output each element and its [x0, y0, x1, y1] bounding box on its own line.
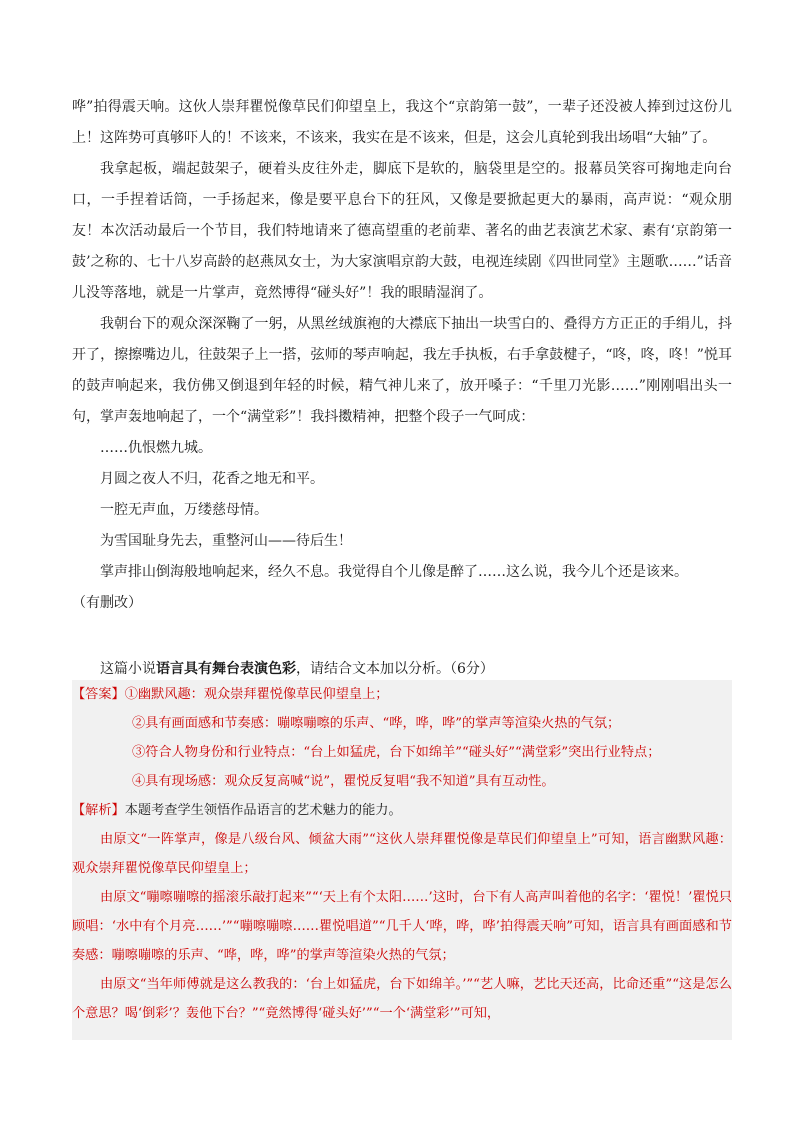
story-paragraph-4: 掌声排山倒海般地响起来，经久不息。我觉得自个儿像是醉了……这么说，我今儿个还是该来。	[100, 564, 688, 580]
analysis-intro: 本题考查学生领悟作品语言的艺术魅力的能力。	[124, 803, 402, 818]
analysis-paragraph-3: 由原文“当年师傅就是这么教我的：‘台上如猛虎，台下如绵羊。’”“艺人嘛，艺比天还高，比命还重”“这是怎么个意思？喝‘倒彩’？轰他下台？”“竟然博得‘碰头好’”“一个‘满堂彩’”可知，	[72, 977, 732, 1021]
answer-tag: 【答案】	[72, 687, 125, 702]
answer-item-1: ①幽默风趣：观众崇拜瞿悦像草民仰望皇上；	[124, 687, 389, 702]
answer-item-3: ③符合人物身份和行业特点：“台上如猛虎，台下如绵羊”“碰头好”“满堂彩”突出行业特点；	[132, 745, 661, 760]
poem-line-4: 为雪国耻身先去，重整河山——待后生！	[100, 533, 352, 549]
story-paragraph-1: 哗”拍得震天响。这伙人崇拜瞿悦像草民们仰望皇上，我这个“京韵第一鼓”，一辈子还没被人捧到过这份儿上！这阵势可真够吓人的！不该来，不该来，我实在是不该来，但是，这会儿真轮到我出场唱“大轴”了。	[72, 99, 732, 146]
question-suffix: ，请结合文本加以分析。（6分）	[296, 661, 494, 677]
analysis-intro-line	[72, 796, 732, 825]
story-paragraph-2: 我拿起板，端起鼓架子，硬着头皮往外走，脚底下是软的，脑袋里是空的。报幕员笑容可掬地走向台口，一手捏着话筒，一手扬起来，像是要平息台下的狂风，又像是要掀起更大的暴雨，高声说：“观众朋友！本次活动最后一个节目，我们特地请来了德高望重的老前辈、著名的曲艺表演艺术家、素有‘京韵第一鼓’之称的、七十八岁高龄的赵燕凤女士，为大家演唱京韵大鼓，电视连续剧《四世同堂》主题歌……”话音儿没等落地，就是一片掌声，竟然博得“碰头好”！我的眼睛湿润了。	[72, 161, 732, 301]
story-paragraph-3: 我朝台下的观众深深鞠了一躬，从黑丝绒旗袍的大襟底下抽出一块雪白的、叠得方方正正的手绢儿，抖开了，擦擦嘴边儿，往鼓架子上一搭，弦师的琴声响起，我左手执板，右手拿鼓楗子，“咚，咚，咚！”悦耳的鼓声响起来，我仿佛又倒退到年轻的时候，精气神儿来了，放开嗓子：“千里刀光影……”刚刚唱出头一句，掌声轰地响起了，一个“满堂彩”！我抖擞精神，把整个段子一气呵成：	[72, 316, 732, 425]
question-emphasis: 语言具有舞台表演色彩	[156, 661, 296, 677]
poem-line-1: ……仇恨燃九城。	[100, 440, 212, 456]
abridged-note: （有删改）	[72, 595, 142, 611]
question-prefix: 这篇小说	[100, 661, 156, 677]
story-excerpt	[72, 92, 732, 619]
analysis-tag: 【解析】	[72, 803, 125, 818]
analysis-paragraph-2: 由原文“嘣嚓嘣嚓的摇滚乐敲打起来”“‘天上有个太阳……’这时，台下有人高声叫着他的名字：‘瞿悦！’瞿悦只顾唱：‘水中有个月亮……’”“嘣嚓嘣嚓……瞿悦唱道”“几千人‘哗，哗，哗’拍得震天响”可知，语言具有画面感和节奏感：嘣嚓嘣嚓的乐声、“哗，哗，哗”的掌声等渲染火热的气氛；	[72, 890, 732, 963]
analysis-paragraph-1: 由原文“一阵掌声，像是八级台风、倾盆大雨”“这伙人崇拜瞿悦像是草民们仰望皇上”可知，语言幽默风趣：观众崇拜瞿悦像草民仰望皇上；	[72, 832, 732, 876]
answer-item-4: ④具有现场感：观众反复高喊“说”，瞿悦反复唱“我不知道”具有互动性。	[132, 774, 555, 789]
answer-section	[72, 680, 732, 1040]
answer-item-2: ②具有画面感和节奏感：嘣嚓嘣嚓的乐声、“哗，哗，哗”的掌声等渲染火热的气氛；	[132, 716, 621, 731]
answer-line-1	[72, 680, 732, 709]
poem-line-2: 月圆之夜人不归，花香之地无和平。	[100, 471, 324, 487]
poem-line-3: 一腔无声血，万缕慈母情。	[100, 502, 268, 518]
question-text	[72, 655, 732, 683]
